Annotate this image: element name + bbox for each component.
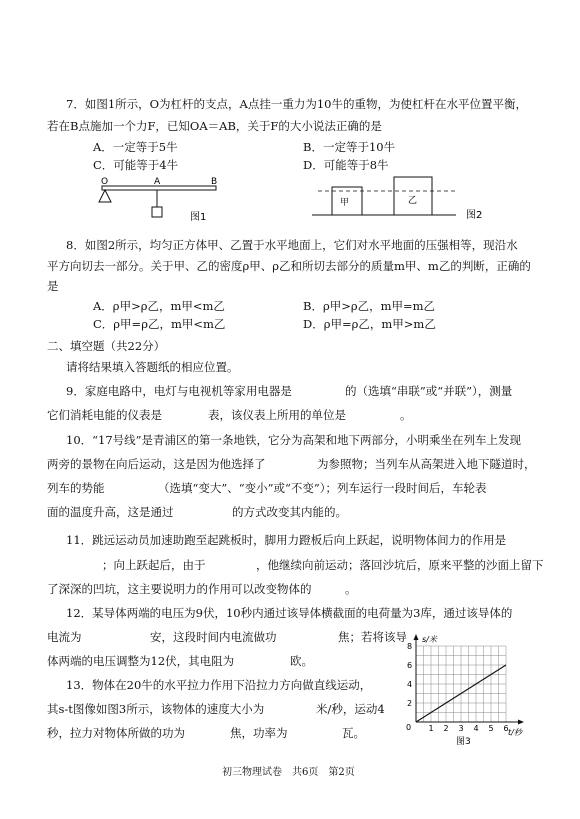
y-tick-label: 4 [407, 680, 413, 689]
label-b: B [211, 177, 218, 187]
q10-line1: 10．“17号线”是青浦区的第一条地铁，它分为高架和地下两部分，小明乘坐在列车上发现 [66, 433, 522, 447]
figure-2-caption: 图2 [466, 210, 483, 221]
q7-line2: 若在B点施加一个力F，已知OA＝AB，关于F的大小说法正确的是 [47, 119, 382, 133]
x-tick-label: 1 [428, 724, 434, 733]
q7-line1: 7．如图1所示，O为杠杆的支点，A点挂一重力为10牛的重物，为使杠杆在水平位置平衡， [66, 97, 527, 111]
q7-option-a: A．一定等于5牛 [93, 140, 178, 154]
q7-option-d: D．可能等于8牛 [303, 158, 389, 172]
y-axis-label: s/米 [422, 635, 437, 644]
q13-line3-c: 瓦。 [342, 726, 365, 740]
origin-label: 0 [406, 723, 412, 732]
x-tick-label: 3 [458, 724, 464, 733]
q13-line2-a: 其s-t图像如图3所示，该物体的速度大小为 [47, 702, 265, 716]
q10-line4-b: 的方式改变其内能的。 [232, 505, 347, 519]
q8-option-a: A．ρ甲>ρ乙，m甲<m乙 [93, 299, 225, 313]
q8-line3: 是 [47, 279, 59, 293]
q12-line2-c: 焦；若将该导 [338, 630, 407, 644]
x-tick-label: 5 [488, 724, 494, 733]
chart-grid [416, 646, 506, 722]
q8-option-c: C．ρ甲=ρ乙，m甲<m乙 [93, 317, 226, 331]
y-tick-label: 8 [407, 642, 413, 651]
figure-1-caption: 图1 [190, 212, 207, 223]
q12-line2-b: 安，这段时间内电流做功 [150, 630, 277, 644]
q11-line3-a: 了深深的凹坑，这主要说明力的作用可以改变物体的 [47, 582, 312, 596]
section-2-title: 二、填空题（共22分） [47, 339, 166, 353]
figure-2-cubes [304, 174, 494, 224]
q9-line1-a: 9．家庭电路中，电灯与电视机等家用电器是 [66, 384, 292, 398]
q7-option-c: C．可能等于4牛 [93, 158, 179, 172]
y-tick-label: 2 [407, 699, 413, 708]
label-o: O [101, 177, 109, 187]
label-a: A [154, 177, 161, 187]
q9-line2-a: 它们消耗电能的仪表是 [47, 408, 162, 422]
x-tick-label: 2 [443, 724, 449, 733]
fulcrum [99, 190, 111, 202]
page-footer: 初三物理试卷 共6页 第2页 [222, 767, 355, 778]
x-tick-label: 6 [503, 724, 509, 733]
q10-line4-a: 面的温度升高，这是通过 [47, 505, 174, 519]
q11-line3-b: 。 [345, 582, 357, 596]
q9-line2-b: 表，该仪表上所用的单位是 [208, 408, 346, 422]
q13-line3-b: 焦，功率为 [230, 726, 288, 740]
figure-3-caption: 图3 [456, 737, 471, 747]
q8-option-d: D．ρ甲=ρ乙，m甲>m乙 [303, 317, 436, 331]
q11-line2-a: ；向上跃起后，由于 [102, 558, 206, 572]
label-yi: 乙 [408, 196, 418, 206]
q8-line1: 8．如图2所示，均匀正方体甲、乙置于水平地面上，它们对水平地面的压强相等，现沿水 [66, 238, 518, 252]
x-axis-label: t/秒 [508, 728, 522, 737]
q8-line2: 平方向切去一部分。关于甲、乙的密度ρ甲、ρ乙和所切去部分的质量m甲、m乙的判断，正确的 [47, 259, 531, 273]
y-tick-label: 6 [407, 661, 413, 670]
q8-option-b: B．ρ甲>ρ乙，m甲=m乙 [303, 299, 436, 313]
q11-line2-b: ，他继续向前运动；落回沙坑后，原来平整的沙面上留下 [256, 558, 544, 572]
x-tick-label: 4 [473, 724, 479, 733]
q10-line2-b: 为参照物；当列车从高架进入地下隧道时， [317, 457, 536, 471]
q7-option-b: B．一定等于10牛 [303, 140, 396, 154]
q13-line1: 13．物体在20牛的水平拉力作用下沿拉力方向做直线运动， [66, 678, 372, 692]
y-axis-arrow [414, 634, 419, 640]
section-2-instruction: 请将结果填入答题纸的相应位置。 [66, 360, 239, 374]
q12-line3-a: 体两端的电压调整为12伏，其电阻为 [47, 654, 235, 668]
q11-line1: 11．跳远运动员加速助跑至起跳板时，脚用力蹬板后向上跃起，说明物体间力的作用是 [66, 533, 507, 547]
q13-line2-b: 米/秒，运动4 [316, 702, 385, 716]
q9-line1-b: 的（选填“串联”或“并联”），测量 [345, 384, 513, 398]
q10-line3-a: 列车的势能 [47, 481, 105, 495]
q10-line3-b: （选填“变大”、“变小”或“不变”）；列车运行一段时间后，车轮表 [158, 481, 487, 495]
label-jia: 甲 [340, 198, 350, 208]
x-axis-arrow [518, 720, 524, 725]
q10-line2-a: 两旁的景物在向后运动，这是因为他选择了 [47, 457, 266, 471]
q13-line3-a: 秒，拉力对物体所做的功为 [47, 726, 185, 740]
weight-block [152, 207, 162, 217]
q9-line2-c: 。 [400, 408, 412, 422]
figure-3-st-chart [398, 632, 538, 747]
q12-line2-a: 电流为 [47, 630, 82, 644]
q12-line3-b: 欧。 [290, 654, 313, 668]
figure-1-lever [90, 174, 230, 224]
q12-line1: 12．某导体两端的电压为9伏，10秒内通过该导体横截面的电荷量为3库，通过该导体的 [66, 606, 513, 620]
